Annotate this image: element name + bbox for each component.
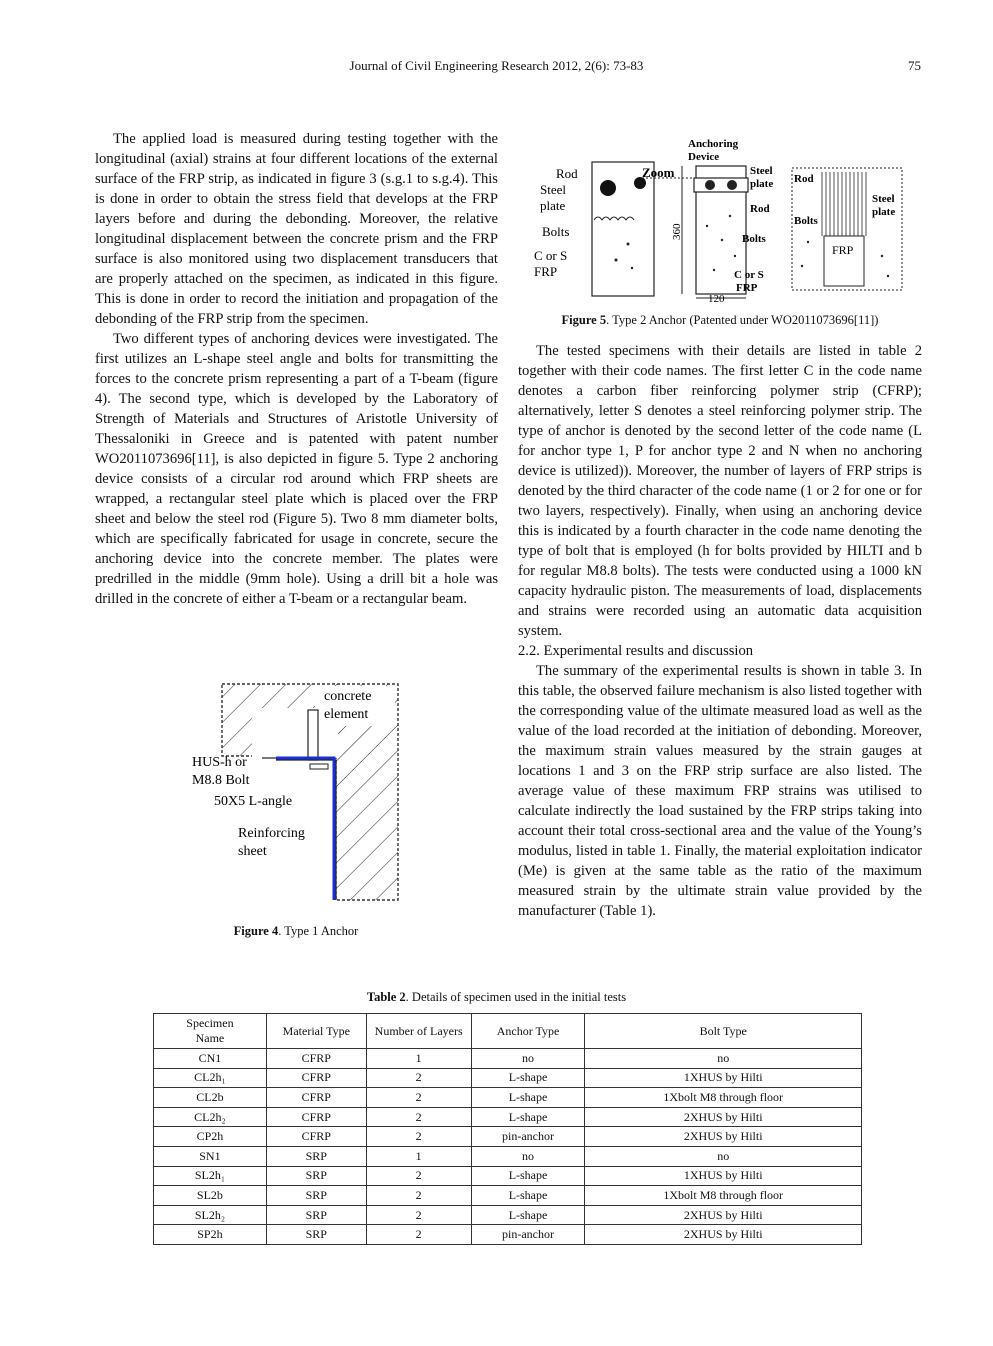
paragraph: Two different types of anchoring devices were investigated. The first utilizes an L-shape steel angle and bolts for transmitting the forces to the concrete prism representing a part of a T-beam (figure 4). The second type, which is developed by the Laboratory of Strength of Materials and Structures of Aristotle University of Thessaloniki in Greece and is patented with patent number WO2011073696[11], is also depicted in figure 5. Type 2 anchoring device consists of a circular rod around which FRP sheets are wrapped, a rectangular steel plate which is placed over the FRP sheet and below the steel rod (Figure 5). Two 8 mm diameter bolts, which are specifically fabricated for usage in concrete, secure the anchoring device into the concrete member. The plates were predrilled in the middle (9mm hole). Using a drill bit a hole was drilled in the concrete of either a T-beam or a rectangular beam. — [95, 331, 498, 607]
table-cell: 1 — [366, 1049, 471, 1069]
fig4-label: HUS-h or — [192, 755, 247, 770]
caption-text: . Type 1 Anchor — [278, 924, 359, 938]
table-row — [154, 1049, 862, 1069]
table-cell: 2 — [366, 1166, 471, 1186]
table-cell: CFRP — [266, 1107, 366, 1127]
table-cell: 2XHUS by Hilti — [585, 1205, 862, 1225]
table-cell: CFRP — [266, 1068, 366, 1088]
table-cell: SRP — [266, 1205, 366, 1225]
table-cell: SRP — [266, 1146, 366, 1166]
fig5-label: Rod — [556, 166, 578, 181]
table-cell: 2 — [366, 1068, 471, 1088]
fig5-label: Steel — [540, 182, 566, 197]
table-cell: SL2b — [154, 1186, 267, 1206]
column-header: Material Type — [266, 1014, 366, 1049]
table-cell: 1XHUS by Hilti — [585, 1166, 862, 1186]
fig4-label: M8.8 Bolt — [192, 773, 250, 788]
table-cell: 2 — [366, 1205, 471, 1225]
table-cell: no — [471, 1146, 585, 1166]
table-cell: 2 — [366, 1127, 471, 1147]
caption-label: Figure 4 — [233, 924, 279, 938]
figure-5-drawing — [532, 136, 914, 304]
table-cell: SRP — [266, 1186, 366, 1206]
table-header-row — [154, 1014, 862, 1049]
table-cell: 2 — [366, 1225, 471, 1245]
caption-text: . Type 2 Anchor (Patented under WO2011073696[11]) — [606, 313, 879, 327]
page-header — [0, 58, 993, 78]
fig5-label: C or S — [534, 248, 568, 263]
table-cell: 1Xbolt M8 through floor — [585, 1186, 862, 1206]
fig5-label: Steel — [872, 193, 895, 205]
section-heading: 2.2. Experimental results and discussion — [518, 643, 754, 659]
fig5-label: Bolts — [542, 224, 570, 239]
table-cell: SP2h — [154, 1225, 267, 1245]
page-number: 75 — [908, 58, 921, 73]
figure-4-drawing — [190, 678, 410, 908]
table-cell: SRP — [266, 1166, 366, 1186]
table-cell: pin-anchor — [471, 1225, 585, 1245]
caption-label: Figure 5 — [561, 313, 607, 327]
table-cell: CN1 — [154, 1049, 267, 1069]
angle-shape — [310, 764, 328, 769]
table-row — [154, 1166, 862, 1186]
fig5-label: Zoom — [642, 165, 675, 180]
bolt-shape — [308, 710, 318, 760]
figure-5-caption — [518, 313, 922, 328]
table-row — [154, 1146, 862, 1166]
table-cell: CFRP — [266, 1127, 366, 1147]
column-header: Anchor Type — [471, 1014, 585, 1049]
fig5-label: 360 — [671, 223, 683, 240]
table-cell: L-shape — [471, 1205, 585, 1225]
table-cell: L-shape — [471, 1107, 585, 1127]
table-row — [154, 1088, 862, 1108]
table-2-caption — [0, 990, 993, 1005]
table-2 — [153, 1013, 862, 1245]
caption-text: . Details of specimen used in the initial tests — [405, 990, 627, 1004]
table-cell: SRP — [266, 1225, 366, 1245]
table-row — [154, 1186, 862, 1206]
table-cell: L-shape — [471, 1068, 585, 1088]
paragraph: The applied load is measured during testing together with the longitudinal (axial) strains at four different locations of the external surface of the FRP strip, as indicated in figure 3 (s.g.1 to s.g.4). This is done in order to obtain the stress field that develops at the FRP layers before and during the debonding. Moreover, the relative longitudinal displacement between the concrete prism and the FRP surface is also monitored using two displacement transducers that are properly attached on the specimen, as indicated in this figure. This is done in order to record the initiation and propagation of the debonding of the FRP strip from the specimen. — [95, 131, 498, 327]
table-cell: pin-anchor — [471, 1127, 585, 1147]
fig5-label: FRP — [534, 264, 558, 279]
fig4-label: concrete — [324, 689, 372, 704]
caption-label: Table 2 — [366, 990, 406, 1004]
fig4-label: sheet — [238, 844, 267, 859]
table-row — [154, 1068, 862, 1088]
table-cell: 2 — [366, 1107, 471, 1127]
fig4-label: element — [324, 707, 369, 722]
fig5-label: FRP — [832, 243, 854, 257]
fig5-label: Rod — [750, 203, 770, 215]
column-header: Specimen Name — [154, 1014, 267, 1049]
table-row — [154, 1225, 862, 1245]
table-cell: 2 — [366, 1088, 471, 1108]
table-cell: CL2h₁ — [154, 1068, 267, 1088]
fig5-label: Device — [688, 151, 720, 163]
table-cell: CFRP — [266, 1088, 366, 1108]
fig5-label: 120 — [708, 293, 725, 304]
fig5-label: Bolts — [742, 233, 766, 245]
journal-title: Journal of Civil Engineering Research 2012, 2(6): 73-83 — [349, 58, 644, 73]
column-header: Bolt Type — [585, 1014, 862, 1049]
table-cell: 1XHUS by Hilti — [585, 1068, 862, 1088]
fig5-label: plate — [540, 198, 566, 213]
table-cell: no — [471, 1049, 585, 1069]
table-cell: CP2h — [154, 1127, 267, 1147]
table-cell: L-shape — [471, 1166, 585, 1186]
table-cell: 2XHUS by Hilti — [585, 1127, 862, 1147]
table-cell: 2 — [366, 1186, 471, 1206]
fig4-label: 50X5 L-angle — [214, 794, 293, 809]
table-cell: 1Xbolt M8 through floor — [585, 1088, 862, 1108]
table-cell: SL2h₂ — [154, 1205, 267, 1225]
fig5-label: C or S — [734, 269, 764, 281]
column-header: Number of Layers — [366, 1014, 471, 1049]
table-row — [154, 1127, 862, 1147]
paragraph: The tested specimens with their details are listed in table 2 together with their code names. The first letter C in the code name denotes a carbon fiber reinforcing polymer strip (CFRP); alternatively, letter S denotes a steel reinforcing polymer strip. The type of anchor is denoted by the second letter of the code name (L for anchor type 1, P for anchor type 2 and N when no anchoring device is utilized)). Moreover, the number of layers of FRP strips is denoted by the third character of the code name (1 or 2 for one or for two layers, respectively). Finally, when using an anchoring device this is indicated by a fourth character in the code name denoting the type of bolt that is employed (h for bolts provided by HILTI and b for regular M8.8 bolts). The tests were conducted using a 1000 kN capacity hydraulic piston. The measurements of load, displacements and strains were recorded using an automatic data acquisition system. — [518, 343, 922, 639]
table-cell: no — [585, 1049, 862, 1069]
fig5-label: Rod — [794, 173, 814, 185]
fig5-label: Anchoring — [688, 138, 739, 150]
table-cell: CL2h₂ — [154, 1107, 267, 1127]
fig5-label: plate — [872, 206, 896, 218]
table-cell: L-shape — [471, 1186, 585, 1206]
figure-4-caption — [190, 924, 402, 939]
table-cell: 2XHUS by Hilti — [585, 1107, 862, 1127]
table-cell: SL2h₁ — [154, 1166, 267, 1186]
fig5-label: Steel — [750, 165, 773, 177]
left-column — [95, 129, 498, 609]
fig5-label: Bolts — [794, 215, 818, 227]
table-cell: CL2b — [154, 1088, 267, 1108]
paragraph: The summary of the experimental results is shown in table 3. In this table, the observed failure mechanism is also listed together with the corresponding value of the ultimate measured load as well as the value of the load recorded at the initiation of debonding. Moreover, the maximum strain values measured by the strain gauges at locations 1 and 3 on the FRP strip surface are also listed. The average value of these maximum FRP strains was utilised to calculate indirectly the load sustained by the FRP strips taking into account their total cross-sectional area and the value of the Young’s modulus, listed in table 1. Finally, the material exploitation indicator (Me) is given at the same table as the ratio of the maximum measured strain by the ultimate strain value provided by the manufacturer (Table 1). — [518, 663, 922, 919]
fig4-label: Reinforcing — [238, 826, 305, 841]
table-row — [154, 1205, 862, 1225]
table-cell: SN1 — [154, 1146, 267, 1166]
table-cell: 2XHUS by Hilti — [585, 1225, 862, 1245]
fig5-label: FRP — [736, 282, 758, 294]
table-row — [154, 1107, 862, 1127]
right-column — [518, 341, 922, 921]
table-cell: 1 — [366, 1146, 471, 1166]
fig5-label: plate — [750, 178, 774, 190]
table-cell: L-shape — [471, 1088, 585, 1108]
table-cell: no — [585, 1146, 862, 1166]
table-cell: CFRP — [266, 1049, 366, 1069]
